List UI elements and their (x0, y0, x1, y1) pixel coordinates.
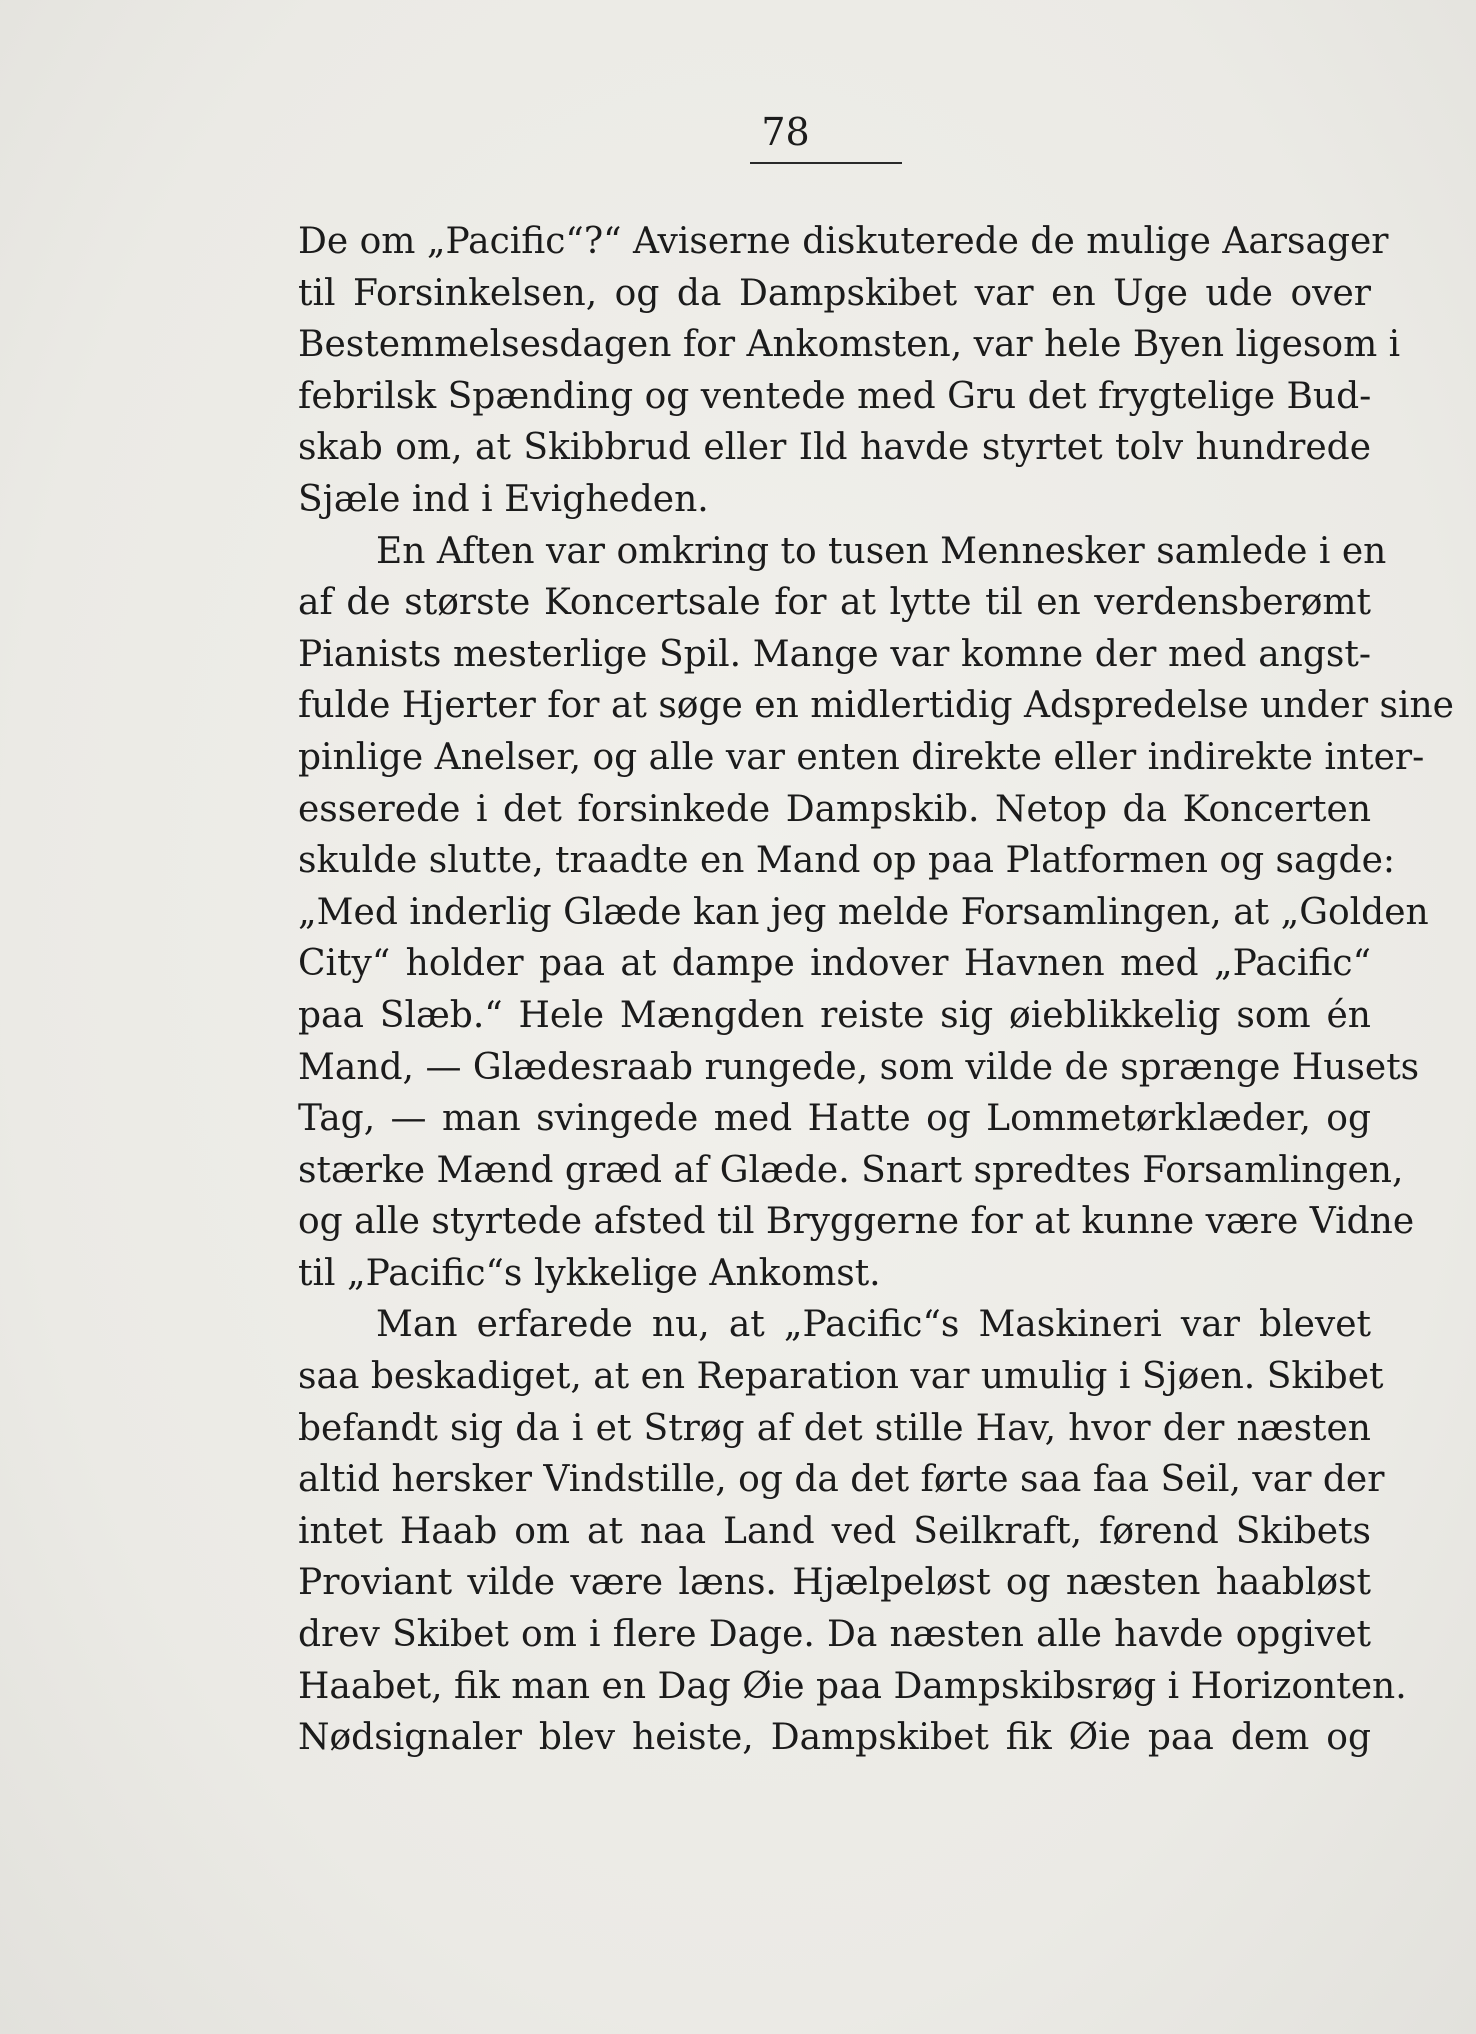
text-line: saa beskadiget, at en Reparation var umulig i Sjøen. Skibet (298, 1356, 1384, 1398)
text-line: stærke Mænd græd af Glæde. Snart spredtes Forsamlingen, (298, 1149, 1404, 1191)
text-line: og alle styrtede afsted til Bryggerne for at kunne være Vidne (298, 1201, 1415, 1243)
text-line: Sjæle ind i Evigheden. (298, 478, 709, 520)
text-line: esserede i det forsinkede Dampskib. Netop da Koncerten (298, 788, 1371, 830)
text-line: intet Haab om at naa Land ved Seilkraft, førend Skibets (298, 1510, 1371, 1552)
text-line: Man erfarede nu, at „Pacific“s Maskineri var blevet (376, 1304, 1371, 1346)
text-line: Tag, — man svingede med Hatte og Lommetørklæder, og (298, 1098, 1371, 1140)
text-line: pinlige Anelser, og alle var enten direkte eller indirekte inter- (298, 736, 1425, 778)
text-line: drev Skibet om i flere Dage. Da næsten alle havde opgivet (298, 1614, 1371, 1656)
text-line: En Aften var omkring to tusen Mennesker samlede i en (376, 530, 1387, 572)
text-line: De om „Pacific“?“ Aviserne diskuterede de mulige Aarsager (298, 221, 1389, 262)
text-line: befandt sig da i et Strøg af det stille Hav, hvor der næsten (298, 1407, 1371, 1449)
text-line: skulde slutte, traadte en Mand op paa Platformen og sagde: (298, 840, 1396, 882)
page-number: 78 (761, 110, 810, 154)
body-text (298, 216, 1454, 1764)
text-line: Proviant vilde være læns. Hjælpeløst og næsten haabløst (298, 1562, 1371, 1604)
text-line: til „Pacific“s lykkelige Ankomst. (298, 1252, 881, 1294)
text-line: febrilsk Spænding og ventede med Gru det frygtelige Bud- (298, 375, 1372, 417)
text-line: af de største Koncertsale for at lytte til en verdensberømt (298, 582, 1371, 624)
text-line: fulde Hjerter for at søge en midlertidig Adspredelse under sine (298, 685, 1454, 727)
text-line: Nødsignaler blev heiste, Dampskibet fik Øie paa dem og (298, 1717, 1371, 1759)
text-line: til Forsinkelsen, og da Dampskibet var en Uge ude over (298, 272, 1371, 314)
text-line: City“ holder paa at dampe indover Havnen med „Pacific“ (298, 943, 1371, 985)
text-line: altid hersker Vindstille, og da det førte saa faa Seil, var der (298, 1459, 1385, 1501)
header-rule (750, 162, 902, 164)
text-line: skab om, at Skibbrud eller Ild havde styrtet tolv hundrede (298, 427, 1371, 469)
text-line: Haabet, fik man en Dag Øie paa Dampskibsrøg i Horizonten. (298, 1665, 1407, 1707)
text-line: paa Slæb.“ Hele Mængden reiste sig øieblikkelig som én (298, 994, 1371, 1036)
text-line: Pianists mesterlige Spil. Mange var komne der med angst- (298, 633, 1371, 675)
text-line: Bestemmelsesdagen for Ankomsten, var hele Byen ligesom i (298, 324, 1401, 366)
text-line: „Med inderlig Glæde kan jeg melde Forsamlingen, at „Golden (298, 891, 1429, 933)
text-line: Mand, — Glædesraab rungede, som vilde de sprænge Husets (298, 1046, 1420, 1088)
